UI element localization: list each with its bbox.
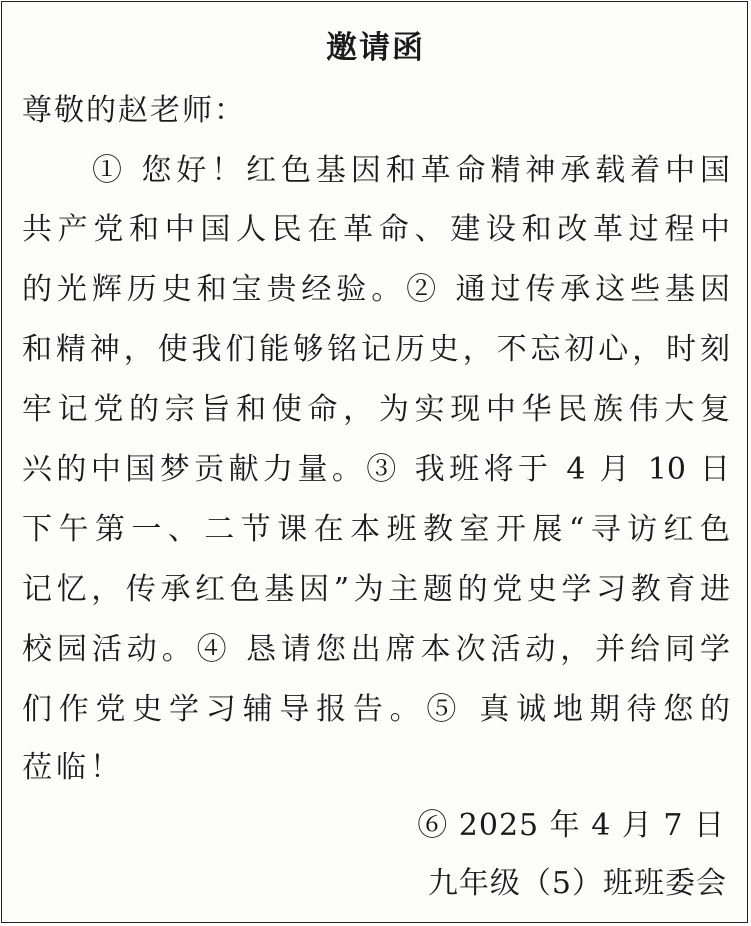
body-line: 兴的中国梦贡献力量。③ 我班将于 4 月 10 日 [22,452,730,487]
body-line: 牢记党的宗旨和使命，为实现中华民族伟大复 [22,392,730,427]
body-line: 们作党史学习辅导报告。⑤ 真诚地期待您的 [22,692,730,727]
body-line: 校园活动。④ 恳请您出席本次活动，并给同学 [22,632,730,667]
body-line: ① 您好！红色基因和革命精神承载着中国 [92,153,730,188]
body-line: 下午第一、二节课在本班教室开展“寻访红色 [22,512,730,547]
letter-title: 邀请函 [326,30,425,66]
body-line: 的光辉历史和宝贵经验。② 通过传承这些基因 [22,272,730,307]
body-line: 共产党和中国人民在革命、建设和改革过程中 [22,212,730,247]
letter-date: ⑥ 2025 年 4 月 7 日 [417,808,725,843]
body-line: 记忆，传承红色基因”为主题的党史学习教育进 [22,572,730,607]
body-line: 和精神，使我们能够铭记历史，不忘初心，时刻 [22,332,730,367]
body-line: 莅临！ [22,750,124,785]
letter-signature: 九年级（5）班班委会 [427,866,727,901]
letter-salutation: 尊敬的赵老师： [22,93,246,128]
